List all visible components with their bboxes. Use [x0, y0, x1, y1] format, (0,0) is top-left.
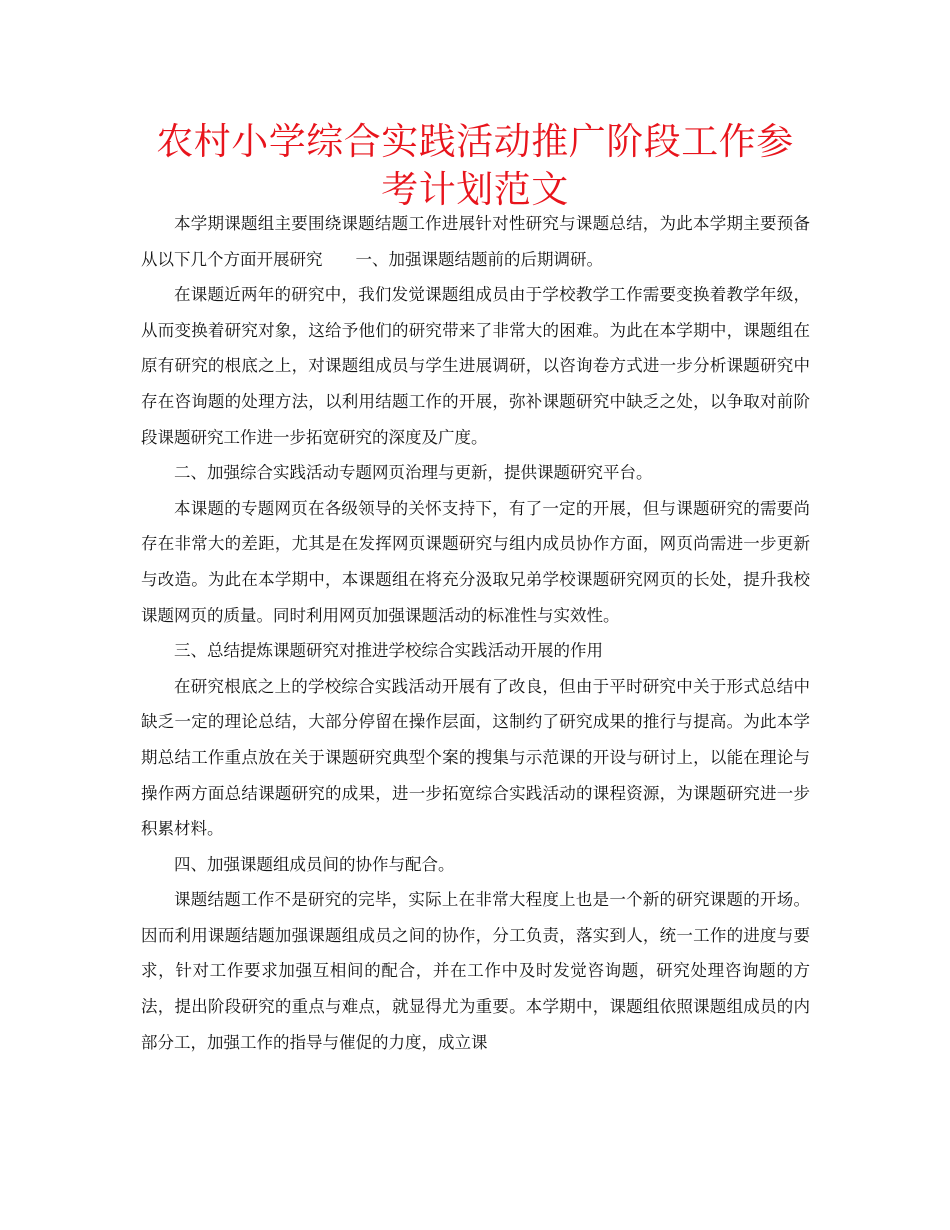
paragraph-cooperation: 课题结题工作不是研究的完毕，实际上在非常大程度上也是一个新的研究课题的开场。因而利用课题结题加强课题组成员之间的协作，分工负责，落实到人，统一工作的进度与要求，针对工作要求加强互相间的配合，并在工作中及时发觉咨询题，研究处理咨询题的方法，提出阶段研究的重点与难点，就显得尤为重要。本学期中，课题组依照课题组成员的内部分工，加强工作的指导与催促的力度，成立课: [141, 890, 810, 1052]
paragraph-research-difficulty: 在课题近两年的研究中，我们发觉课题组成员由于学校教学工作需要变换着教学年级，从而变换着研究对象，这给予他们的研究带来了非常大的困难。为此在本学期中，课题组在原有研究的根底之上，对课题组成员与学生进展调研，以咨询卷方式进一步分析课题研究中存在咨询题的处理方法，以利用结题工作的开展，弥补课题研究中缺乏之处，以争取对前阶段课题研究工作进一步拓宽研究的深度及广度。: [141, 285, 810, 447]
document-title: 农村小学综合实践活动推广阶段工作参考计划范文: [156, 120, 794, 211]
section-heading-2: 二、加强综合实践活动专题网页治理与更新，提供课题研究平台。: [174, 463, 653, 483]
paragraph-webpage: 本课题的专题网页在各级领导的关怀支持下，有了一定的开展，但与课题研究的需要尚存在非常大的差距，尤其是在发挥网页课题研究与组内成员协作方面，网页尚需进一步更新与改造。为此在本学期中，本课题组在将充分汲取兄弟学校课题研究网页的长处，提升我校课题网页的质量。同时利用网页加强课题活动的标准性与实效性。: [141, 498, 810, 625]
section-heading-4: 四、加强课题组成员间的协作与配合。: [174, 854, 455, 874]
document-body: [141, 206, 810, 1060]
paragraph-intro: 本学期课题组主要围绕课题结题工作进展针对性研究与课题总结，为此本学期主要预备从以下几个方面开展研究 一、加强课题结题前的后期调研。: [141, 214, 810, 269]
section-heading-3: 三、总结提炼课题研究对推进学校综合实践活动开展的作用: [174, 641, 603, 661]
paragraph-summary: 在研究根底之上的学校综合实践活动开展有了改良，但由于平时研究中关于形式总结中缺乏一定的理论总结，大部分停留在操作层面，这制约了研究成果的推行与提高。为此本学期总结工作重点放在关于课题研究典型个案的搜集与示范课的开设与研讨上，以能在理论与操作两方面总结课题研究的成果，进一步拓宽综合实践活动的课程资源，为课题研究进一步积累材料。: [141, 676, 810, 839]
